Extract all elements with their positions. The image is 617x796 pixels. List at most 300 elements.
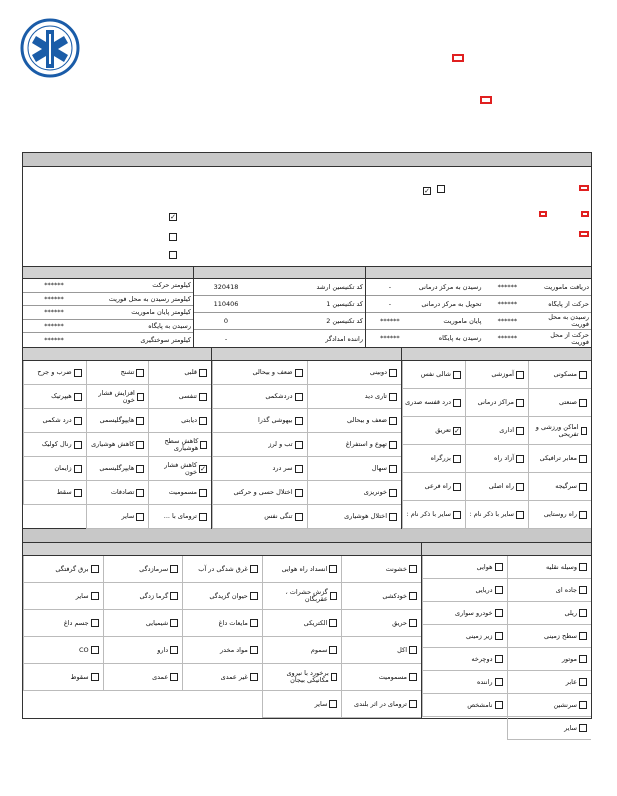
non-iranian-checkbox[interactable] <box>437 185 445 193</box>
checkbox[interactable] <box>409 700 417 708</box>
checkbox[interactable] <box>453 371 461 379</box>
checkbox-item[interactable] <box>341 610 421 637</box>
checkbox[interactable] <box>329 619 337 627</box>
checkbox-label: انسداد راه هوایی <box>281 564 328 573</box>
km-value: ****** <box>44 336 64 345</box>
female-option[interactable] <box>167 213 181 221</box>
checkbox-label: جاده ای <box>555 585 577 594</box>
checkbox-item[interactable] <box>182 556 262 583</box>
checkbox[interactable] <box>295 417 303 425</box>
checkbox[interactable] <box>74 417 82 425</box>
checkbox[interactable] <box>136 417 144 425</box>
checkbox[interactable] <box>199 513 207 521</box>
checkbox[interactable] <box>250 646 258 654</box>
checkbox-item[interactable] <box>148 361 211 385</box>
checkbox-label: برخورد با نیروی مکانیکی بیجان <box>286 669 329 684</box>
checkbox-label: مایعات داغ <box>218 618 248 627</box>
checkbox-item[interactable] <box>182 610 262 637</box>
checkbox-label: ضعف و بیحالی <box>252 368 293 376</box>
checkbox-label: غرق شدگی در آب <box>198 564 248 573</box>
checkbox[interactable] <box>170 592 178 600</box>
checkbox[interactable] <box>74 441 82 449</box>
checkbox[interactable] <box>329 565 337 573</box>
checkbox-label: سایر <box>314 699 328 708</box>
staff-label: کد تکنیسین 2 <box>326 317 363 325</box>
checkbox[interactable] <box>250 565 258 573</box>
checkbox-item[interactable] <box>307 457 402 481</box>
checkbox-label: رنال کولیک <box>41 440 72 448</box>
checkbox-item[interactable] <box>103 664 183 691</box>
checkbox[interactable] <box>331 673 338 681</box>
checkbox-label: تب و لرز <box>268 440 293 448</box>
checkbox[interactable] <box>74 369 82 377</box>
checkbox-item[interactable] <box>212 409 307 433</box>
time-row <box>366 313 591 330</box>
checkbox-item[interactable] <box>341 556 421 583</box>
checkbox-item[interactable] <box>148 409 211 433</box>
checkbox[interactable] <box>495 678 503 686</box>
checkbox-item[interactable] <box>148 505 211 529</box>
checkbox-item[interactable] <box>528 473 591 501</box>
checkbox-item[interactable] <box>262 583 342 610</box>
checkbox-label: راه روستایی <box>543 510 577 518</box>
checkbox-item[interactable] <box>507 579 592 602</box>
checkbox[interactable] <box>453 483 461 491</box>
checkbox-label: خونریزی <box>363 488 387 496</box>
checkbox[interactable] <box>329 700 337 708</box>
km-column <box>23 267 193 347</box>
checkbox[interactable] <box>409 646 417 654</box>
checkbox-item[interactable] <box>262 610 342 637</box>
km-row <box>23 279 193 293</box>
km-label: کیلومتر پایان ماموریت <box>131 308 191 317</box>
checkbox[interactable] <box>516 427 524 435</box>
km-value: ****** <box>44 281 64 290</box>
checkbox[interactable] <box>91 565 99 573</box>
checkbox[interactable] <box>295 465 303 473</box>
diagnosis-list <box>23 361 211 528</box>
checkbox[interactable] <box>91 619 99 627</box>
time-value: ****** <box>380 317 400 325</box>
checkbox-item[interactable] <box>507 556 592 579</box>
checkbox-item[interactable] <box>507 694 592 717</box>
km-label: رسیدن به پایگاه <box>148 322 191 331</box>
age-label <box>581 211 589 217</box>
checkbox-label: سرگیجه <box>555 482 577 490</box>
checkbox[interactable] <box>170 673 178 681</box>
checkbox-item[interactable] <box>23 610 103 637</box>
checkbox-label: ترومای با ... <box>163 512 197 520</box>
checkbox[interactable] <box>579 511 587 519</box>
time-staff-km <box>23 267 591 348</box>
checkbox-item[interactable] <box>23 361 86 385</box>
checkbox[interactable] <box>74 393 82 401</box>
checkbox[interactable] <box>495 609 503 617</box>
checkbox[interactable] <box>453 455 461 463</box>
checkbox-item[interactable] <box>402 417 465 445</box>
staff-row <box>194 279 365 296</box>
checkbox-item[interactable] <box>402 501 465 529</box>
checkbox-label: وسیله نقلیه <box>546 562 577 571</box>
checkbox-label: آموزشی <box>491 370 514 378</box>
checkbox-label: سطح زمینی <box>543 631 577 640</box>
checkbox-item[interactable] <box>23 637 103 664</box>
checkbox-item[interactable] <box>528 501 591 529</box>
checkbox-item[interactable] <box>103 583 183 610</box>
checkbox-item[interactable] <box>86 409 149 433</box>
checkbox-item[interactable] <box>507 625 592 648</box>
unknown-checkbox[interactable] <box>169 251 177 259</box>
checkbox-label: سرنشین <box>553 700 577 709</box>
time-column <box>365 267 591 347</box>
checkbox[interactable] <box>579 563 587 571</box>
checkbox-item[interactable] <box>86 385 149 409</box>
checkbox[interactable] <box>453 399 461 407</box>
checkbox-item[interactable] <box>212 481 307 505</box>
checkbox-item[interactable] <box>465 445 528 473</box>
checkbox-label: مراکز درمانی <box>477 398 514 406</box>
checkbox-item[interactable] <box>528 445 591 473</box>
checkbox[interactable] <box>295 369 303 377</box>
checkbox-label: هیپرتیک <box>51 392 72 400</box>
checkbox-item[interactable] <box>528 361 591 389</box>
checkbox-item[interactable] <box>262 556 342 583</box>
checkbox-label: دوبینی <box>369 368 387 376</box>
checkbox[interactable] <box>389 369 397 377</box>
checkbox-item[interactable] <box>307 361 402 385</box>
checkbox[interactable] <box>409 565 417 573</box>
checkbox-label: شالی نفس <box>420 370 451 378</box>
checkbox-item[interactable] <box>23 583 103 610</box>
checkbox[interactable] <box>495 655 503 663</box>
three-col-body <box>23 361 591 529</box>
female-checkbox[interactable]: ✓ <box>170 213 176 221</box>
checkbox-label: اکل <box>397 645 407 654</box>
checkbox-item[interactable] <box>422 602 507 625</box>
checkbox-item[interactable] <box>212 505 307 529</box>
cause-section-title <box>23 529 591 543</box>
checkbox-item[interactable] <box>212 457 307 481</box>
checkbox-item[interactable] <box>507 648 592 671</box>
iranian-option[interactable] <box>421 187 435 195</box>
non-iranian-option[interactable] <box>435 185 479 193</box>
checkbox[interactable] <box>170 619 178 627</box>
checkbox[interactable] <box>516 483 524 491</box>
checkbox-item[interactable] <box>86 457 149 481</box>
checkbox[interactable] <box>199 417 207 425</box>
checkbox-item[interactable] <box>103 637 183 664</box>
checkbox-label: سر درد <box>272 464 293 472</box>
staff-row <box>194 330 365 347</box>
checkbox-label: سایر با ذکر نام : <box>469 510 514 518</box>
male-option[interactable] <box>167 233 181 241</box>
checkbox-item[interactable] <box>422 556 507 579</box>
time-value: - <box>388 283 392 291</box>
checkbox[interactable] <box>91 646 99 654</box>
checkbox-item[interactable] <box>402 445 465 473</box>
unknown-option[interactable] <box>167 251 181 259</box>
km-row <box>23 293 193 307</box>
checkbox-item[interactable] <box>341 691 421 718</box>
checkbox-item[interactable] <box>422 579 507 602</box>
checkbox-item[interactable] <box>422 694 507 717</box>
checkbox[interactable] <box>409 673 417 681</box>
checkbox-label: ضعف و بیحالی <box>347 416 387 424</box>
checkbox-label: ترومای در اثر بلندی <box>354 699 407 708</box>
cause-body <box>23 556 591 732</box>
checkbox-label: خودکشی <box>382 591 407 600</box>
checkbox-label: سایر با ذکر نام : <box>406 510 451 518</box>
three-col-heads <box>23 348 591 361</box>
checkbox-item[interactable] <box>262 691 342 718</box>
checkbox-item[interactable] <box>402 473 465 501</box>
staff-value: 0 <box>223 317 229 325</box>
checkbox-item[interactable] <box>212 385 307 409</box>
checkbox-label: خودرو سواری <box>455 608 493 617</box>
checkbox-item[interactable] <box>422 625 507 648</box>
checkbox-item[interactable] <box>182 583 262 610</box>
checkbox[interactable] <box>579 678 587 686</box>
checkbox[interactable] <box>136 513 144 521</box>
checkbox[interactable] <box>495 701 503 709</box>
checkbox-item[interactable] <box>307 505 402 529</box>
checkbox-item[interactable] <box>86 361 149 385</box>
checkbox-label: خشونت <box>385 564 407 573</box>
checkbox[interactable] <box>250 673 258 681</box>
transport-head <box>421 543 591 555</box>
checkbox-label: عمدی <box>152 672 169 681</box>
checkbox-label: بیهوشی گذرا <box>257 416 293 424</box>
checkbox[interactable] <box>516 371 524 379</box>
km-row <box>23 320 193 334</box>
checkbox[interactable] <box>579 609 587 617</box>
checkbox-item[interactable] <box>148 385 211 409</box>
checkbox-item[interactable] <box>148 457 211 481</box>
checkbox-item[interactable] <box>86 481 149 505</box>
checkbox-item[interactable] <box>23 433 86 457</box>
checkbox[interactable] <box>250 619 258 627</box>
checkbox[interactable] <box>581 427 587 435</box>
patient-info <box>23 167 591 267</box>
checkbox[interactable] <box>136 489 144 497</box>
male-checkbox[interactable] <box>169 233 177 241</box>
checkbox[interactable] <box>389 417 397 425</box>
checkbox-item[interactable] <box>23 385 86 409</box>
checkbox[interactable] <box>516 511 524 519</box>
checkbox-item[interactable] <box>148 433 211 457</box>
checkbox-label: راننده <box>476 677 493 686</box>
checkbox[interactable] <box>579 701 587 709</box>
checkbox-label: سقط <box>56 488 72 496</box>
time-head <box>366 267 591 279</box>
checkbox-label: تنگی نفس <box>264 512 293 520</box>
time-value: ****** <box>497 317 518 325</box>
checkbox-label: برق گرفتگی <box>55 564 89 573</box>
checkbox-item[interactable] <box>422 671 507 694</box>
checkbox[interactable] <box>389 393 397 401</box>
checkbox-item[interactable] <box>507 671 592 694</box>
checkbox[interactable] <box>389 513 397 521</box>
checkbox-label: درد شکمی <box>42 416 72 424</box>
checkbox[interactable] <box>199 393 207 401</box>
time-label: رسیدن به مرکز درمانی <box>418 283 482 291</box>
checkbox-item[interactable] <box>182 664 262 691</box>
checkbox[interactable] <box>579 632 587 640</box>
checkbox[interactable] <box>74 465 82 473</box>
checkbox[interactable]: ✓ <box>200 464 206 473</box>
checkbox-item[interactable] <box>307 409 402 433</box>
staff-label: راننده امدادگر <box>325 334 363 343</box>
checkbox-label: سرمازدگی <box>139 564 169 573</box>
checkbox-item[interactable] <box>86 505 149 529</box>
checkbox-item[interactable] <box>86 433 149 457</box>
checkbox[interactable] <box>74 489 82 497</box>
checkbox[interactable] <box>137 393 144 401</box>
patient-section-title <box>23 153 591 167</box>
checkbox-item[interactable] <box>465 389 528 417</box>
iranian-checkbox[interactable]: ✓ <box>424 187 430 195</box>
cause-heads <box>23 543 591 556</box>
checkbox[interactable] <box>495 563 503 571</box>
checkbox[interactable] <box>579 724 587 732</box>
checkbox-item[interactable] <box>307 385 402 409</box>
checkbox[interactable] <box>579 483 587 491</box>
checkbox-item[interactable] <box>103 610 183 637</box>
checkbox-item[interactable] <box>422 648 507 671</box>
checkbox-item[interactable] <box>465 473 528 501</box>
checkbox[interactable] <box>409 619 417 627</box>
checkbox[interactable] <box>579 455 587 463</box>
km-label: کیلومتر سوختگیری <box>140 336 191 345</box>
checkbox[interactable] <box>330 592 338 600</box>
checkbox[interactable] <box>329 646 337 654</box>
checkbox-label: معابر ترافیکی <box>539 454 577 462</box>
checkbox[interactable] <box>579 655 587 663</box>
checkbox[interactable] <box>453 511 461 519</box>
checkbox-label: راه اصلی <box>488 482 514 490</box>
checkbox[interactable] <box>579 371 587 379</box>
checkbox-label: دارو <box>157 645 169 654</box>
checkbox-item[interactable] <box>23 409 86 433</box>
time-value: - <box>388 300 392 308</box>
checkbox-item[interactable] <box>23 556 103 583</box>
checkbox-item[interactable] <box>465 361 528 389</box>
checkbox[interactable] <box>516 455 524 463</box>
checkbox-label: تعریق <box>435 426 451 434</box>
checkbox-item[interactable] <box>341 637 421 664</box>
checkbox-label: راه فرعی <box>424 482 451 490</box>
checkbox[interactable] <box>516 399 524 407</box>
checkbox[interactable] <box>170 565 178 573</box>
checkbox[interactable] <box>495 586 503 594</box>
checkbox[interactable] <box>495 632 503 640</box>
checkbox-label: شیمیایی <box>145 618 169 627</box>
non-transport-head <box>23 543 421 555</box>
checkbox[interactable] <box>389 465 397 473</box>
symptoms-head <box>211 348 401 360</box>
checkbox-item[interactable] <box>341 583 421 610</box>
checkbox-item[interactable] <box>23 664 103 691</box>
checkbox-item[interactable] <box>103 556 183 583</box>
checkbox[interactable]: ✓ <box>454 426 460 435</box>
checkbox[interactable] <box>295 513 303 521</box>
checkbox[interactable] <box>91 673 99 681</box>
checkbox[interactable] <box>295 393 303 401</box>
checkbox[interactable] <box>91 592 99 600</box>
checkbox-label: افزایش فشار خون <box>98 388 135 404</box>
checkbox-label: کاهش هوشیاری <box>91 440 135 448</box>
km-value: ****** <box>44 322 64 331</box>
checkbox-item[interactable] <box>341 664 421 691</box>
checkbox[interactable] <box>389 441 397 449</box>
mission-date <box>452 54 464 62</box>
checkbox-item[interactable] <box>402 389 465 417</box>
checkbox-label: عابر <box>565 677 577 686</box>
checkbox[interactable] <box>200 441 207 449</box>
checkbox-item[interactable] <box>307 433 402 457</box>
checkbox-item[interactable] <box>212 361 307 385</box>
checkbox[interactable] <box>170 646 178 654</box>
staff-value: - <box>224 334 228 343</box>
checkbox[interactable] <box>295 441 303 449</box>
checkbox[interactable] <box>199 489 207 497</box>
checkbox-item[interactable] <box>23 457 86 481</box>
checkbox[interactable] <box>295 489 303 497</box>
checkbox[interactable] <box>389 489 397 497</box>
checkbox-item[interactable] <box>212 433 307 457</box>
checkbox-label: نامشخص <box>467 700 493 709</box>
checkbox-item[interactable] <box>402 361 465 389</box>
checkbox-item[interactable] <box>148 481 211 505</box>
checkbox[interactable] <box>136 369 144 377</box>
checkbox-item[interactable] <box>507 602 592 625</box>
checkbox-label: سقوط <box>70 672 89 681</box>
report-form <box>22 152 592 732</box>
checkbox-item[interactable] <box>182 637 262 664</box>
checkbox[interactable] <box>409 592 417 600</box>
checkbox-item[interactable] <box>307 481 402 505</box>
checkbox-label: کاهش سطح هوشیاری <box>164 436 199 452</box>
checkbox-item[interactable] <box>528 389 591 417</box>
checkbox[interactable] <box>579 586 587 594</box>
checkbox[interactable] <box>199 369 207 377</box>
staff-row <box>194 296 365 313</box>
checkbox-item[interactable] <box>465 501 528 529</box>
transport-list <box>421 556 591 732</box>
checkbox-label: سموم <box>310 645 328 654</box>
checkbox-label: تهوع و استفراغ <box>345 440 387 448</box>
checkbox-item[interactable] <box>262 664 342 691</box>
checkbox-label: CO <box>78 645 89 654</box>
checkbox-label: تصادفات <box>110 488 135 496</box>
checkbox[interactable] <box>136 465 144 473</box>
staff-row <box>194 313 365 330</box>
checkbox[interactable] <box>579 399 587 407</box>
checkbox-item[interactable] <box>262 637 342 664</box>
checkbox-label: دریایی <box>475 585 493 594</box>
checkbox[interactable] <box>136 441 144 449</box>
checkbox-item[interactable] <box>465 417 528 445</box>
checkbox-item[interactable] <box>507 717 592 740</box>
checkbox-label: زیر زمینی <box>465 631 493 640</box>
checkbox-label: سایر <box>121 512 135 520</box>
checkbox-label: دیابتی <box>181 416 197 424</box>
checkbox[interactable] <box>250 592 258 600</box>
checkbox-item[interactable] <box>23 481 86 505</box>
staff-head <box>194 267 365 279</box>
non-transport-list <box>23 556 421 718</box>
checkbox-item[interactable] <box>528 417 591 445</box>
